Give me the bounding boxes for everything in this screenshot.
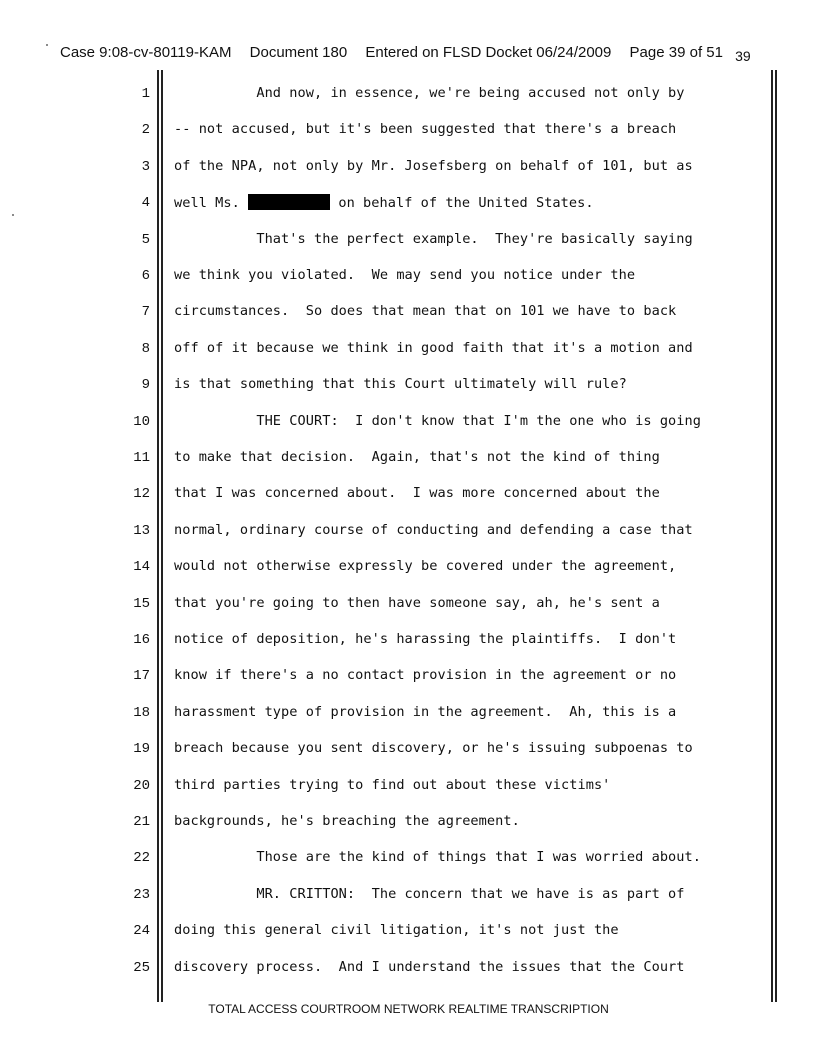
transcript-line: know if there's a no contact provision in the agreement or no <box>174 667 677 684</box>
line-number: 19 <box>133 741 150 758</box>
line-number: 10 <box>133 413 150 430</box>
transcription-footer: TOTAL ACCESS COURTROOM NETWORK REALTIME TRANSCRIPTION <box>208 1002 609 1016</box>
transcript-line-end: on behalf of the United States. <box>330 195 594 212</box>
line-number: 9 <box>141 377 150 394</box>
line-number: 24 <box>133 923 150 940</box>
line-number: 21 <box>133 814 150 830</box>
line-number: 8 <box>141 340 150 357</box>
transcript-line: would not otherwise expressly be covered under the agreement, <box>174 558 677 575</box>
line-number: 15 <box>133 595 150 612</box>
transcript-line: -- not accused, but it's been suggested that there's a breach <box>174 121 677 138</box>
line-number: 17 <box>133 668 150 685</box>
transcript-line: that you're going to then have someone say, ah, he's sent a <box>174 594 660 611</box>
line-number: 18 <box>133 704 150 721</box>
line-number: 6 <box>141 268 150 284</box>
transcript-page-number: 39 <box>735 48 751 64</box>
transcript-line: And now, in essence, we're being accused not only by <box>174 85 685 101</box>
transcript-line: notice of deposition, he's harassing the plaintiffs. I don't <box>174 631 677 647</box>
line-number: 13 <box>133 522 150 539</box>
left-margin-rule-outer <box>157 70 159 1002</box>
line-number: 12 <box>133 486 150 503</box>
transcript-line: doing this general civil litigation, it's not just the <box>174 922 619 939</box>
line-number: 20 <box>133 777 150 794</box>
case-number: Case 9:08-cv-80119-KAM <box>60 44 232 61</box>
transcript-line: backgrounds, he's breaching the agreement. <box>174 813 520 829</box>
transcript-line: off of it because we think in good faith that it's a motion and <box>174 339 693 356</box>
transcript-line: is that something that this Court ultimately will rule? <box>174 376 627 393</box>
document-number: Document 180 <box>249 44 348 61</box>
line-number: 1 <box>141 86 150 102</box>
scan-speck <box>12 214 14 216</box>
scan-speck <box>46 44 48 46</box>
transcript-line: MR. CRITTON: The concern that we have is as part of <box>174 885 685 902</box>
transcript-line: to make that decision. Again, that's not the kind of thing <box>174 449 660 465</box>
transcript-line: of the NPA, not only by Mr. Josefsberg on behalf of 101, but as <box>174 157 693 174</box>
transcript-line: harassment type of provision in the agreement. Ah, this is a <box>174 703 677 720</box>
left-margin-rule-inner <box>161 70 163 1002</box>
transcript-line: Those are the kind of things that I was worried about. <box>174 849 701 866</box>
line-number: 2 <box>141 122 150 139</box>
redaction-box <box>248 194 330 210</box>
line-number: 11 <box>133 450 150 466</box>
page-count: Page 39 of 51 <box>629 44 723 61</box>
transcript-line: third parties trying to find out about these victims' <box>174 776 611 793</box>
right-margin-rule-outer <box>771 70 773 1002</box>
transcript-line <box>174 194 594 211</box>
transcript-line: THE COURT: I don't know that I'm the one who is going <box>174 412 701 429</box>
line-number: 14 <box>133 559 150 576</box>
transcript-line: circumstances. So does that mean that on 101 we have to back <box>174 303 677 320</box>
line-number: 25 <box>133 959 150 976</box>
transcript-line: we think you violated. We may send you notice under the <box>174 267 636 283</box>
right-margin-rule-inner <box>775 70 777 1002</box>
line-number: 3 <box>141 158 150 175</box>
line-number: 5 <box>141 231 150 248</box>
transcript-line: breach because you sent discovery, or he's issuing subpoenas to <box>174 740 693 757</box>
line-number: 16 <box>133 632 150 648</box>
transcript-line: discovery process. And I understand the issues that the Court <box>174 958 685 975</box>
docket-entry-date: Entered on FLSD Docket 06/24/2009 <box>365 44 612 61</box>
transcript-line: that I was concerned about. I was more concerned about the <box>174 485 660 502</box>
line-number: 23 <box>133 886 150 903</box>
line-number: 22 <box>133 850 150 867</box>
transcript-line: normal, ordinary course of conducting and defending a case that <box>174 521 693 538</box>
transcript-line-start: well Ms. <box>174 195 249 212</box>
docket-header <box>60 44 765 64</box>
line-number: 7 <box>141 304 150 321</box>
transcript-line: That's the perfect example. They're basically saying <box>174 230 693 247</box>
line-number: 4 <box>141 195 150 212</box>
